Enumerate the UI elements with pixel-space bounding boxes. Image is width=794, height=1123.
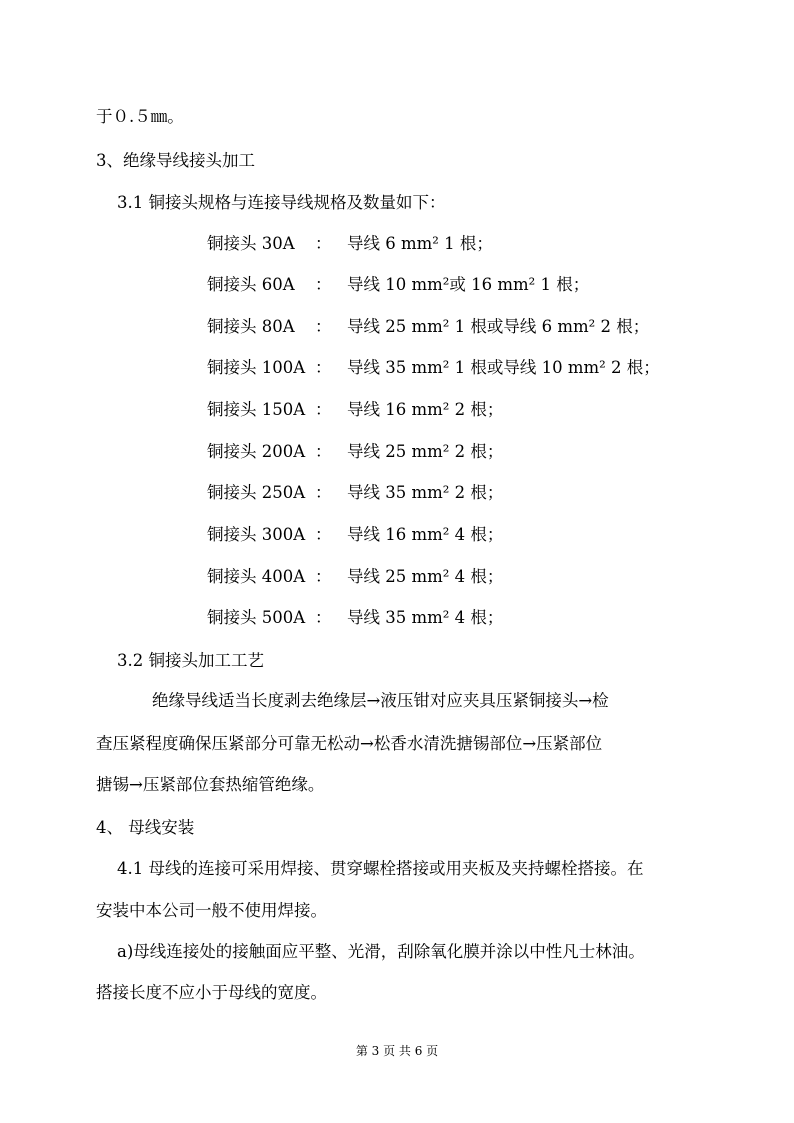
paragraph-line: 查压紧程度确保压紧部分可靠无松动→松香水清洗搪锡部位→压紧部位 <box>96 734 603 753</box>
spec-colon: ： <box>315 317 332 336</box>
spec-colon: ： <box>315 525 332 544</box>
continuation-text: 于０.５㎜。 <box>96 107 184 126</box>
spec-desc: 导线 25 mm² 2 根； <box>347 442 504 461</box>
spec-desc: 导线 25 mm² 1 根或导线 6 mm² 2 根； <box>347 317 650 336</box>
spec-name: 铜接头 100A <box>207 358 306 377</box>
spec-row <box>207 274 589 296</box>
spec-desc: 导线 16 mm² 4 根； <box>347 525 504 544</box>
spec-row <box>207 441 503 463</box>
spec-name: 铜接头 250A <box>207 483 306 502</box>
spec-row <box>207 357 660 379</box>
subsection-heading-3-1: 3.1 铜接头规格与连接导线规格及数量如下： <box>117 193 446 212</box>
spec-name: 铜接头 200A <box>207 442 306 461</box>
spec-colon: ： <box>315 483 332 502</box>
spec-colon: ： <box>315 608 332 627</box>
spec-colon: ： <box>315 234 332 253</box>
spec-colon: ： <box>315 567 332 586</box>
spec-desc: 导线 25 mm² 4 根； <box>347 567 504 586</box>
spec-desc: 导线 6 mm² 1 根； <box>347 234 493 253</box>
spec-name: 铜接头 150A <box>207 400 306 419</box>
paragraph-line: 安装中本公司一般不使用焊接。 <box>96 901 327 920</box>
subsection-heading-3-2: 3.2 铜接头加工工艺 <box>117 651 264 670</box>
spec-desc: 导线 35 mm² 4 根； <box>347 608 504 627</box>
spec-row <box>207 524 503 546</box>
spec-row <box>207 316 649 338</box>
spec-colon: ： <box>315 400 332 419</box>
paragraph-line: 4.1 母线的连接可采用焊接、贯穿螺栓搭接或用夹板及夹持螺栓搭接。在 <box>117 859 644 878</box>
page-footer: 第 3 页 共 6 页 <box>355 1044 439 1058</box>
section-heading-3: 3、绝缘导线接头加工 <box>96 151 255 170</box>
paragraph-line: 搪锡→压紧部位套热缩管绝缘。 <box>96 775 325 794</box>
spec-colon: ： <box>315 275 332 294</box>
section-heading-4: 4、 母线安装 <box>96 818 195 837</box>
spec-name: 铜接头 300A <box>207 525 306 544</box>
paragraph-line: 搭接长度不应小于母线的宽度。 <box>96 983 327 1002</box>
spec-colon: ： <box>315 358 332 377</box>
spec-desc: 导线 16 mm² 2 根； <box>347 400 504 419</box>
spec-desc: 导线 10 mm²或 16 mm² 1 根； <box>347 275 590 294</box>
paragraph-line: a)母线连接处的接触面应平整、光滑，刮除氧化膜并涂以中性凡士林油。 <box>117 942 645 961</box>
spec-name: 铜接头 30A <box>207 234 295 253</box>
spec-name: 铜接头 500A <box>207 608 306 627</box>
spec-row <box>207 566 503 588</box>
spec-row <box>207 607 503 629</box>
spec-row <box>207 399 503 421</box>
spec-desc: 导线 35 mm² 1 根或导线 10 mm² 2 根； <box>347 358 660 377</box>
spec-row <box>207 233 493 255</box>
spec-name: 铜接头 60A <box>207 275 295 294</box>
spec-desc: 导线 35 mm² 2 根； <box>347 483 504 502</box>
spec-name: 铜接头 400A <box>207 567 306 586</box>
spec-colon: ： <box>315 442 332 461</box>
paragraph-line: 绝缘导线适当长度剥去绝缘层→液压钳对应夹具压紧铜接头→检 <box>152 691 609 710</box>
spec-name: 铜接头 80A <box>207 317 295 336</box>
spec-row <box>207 482 503 504</box>
